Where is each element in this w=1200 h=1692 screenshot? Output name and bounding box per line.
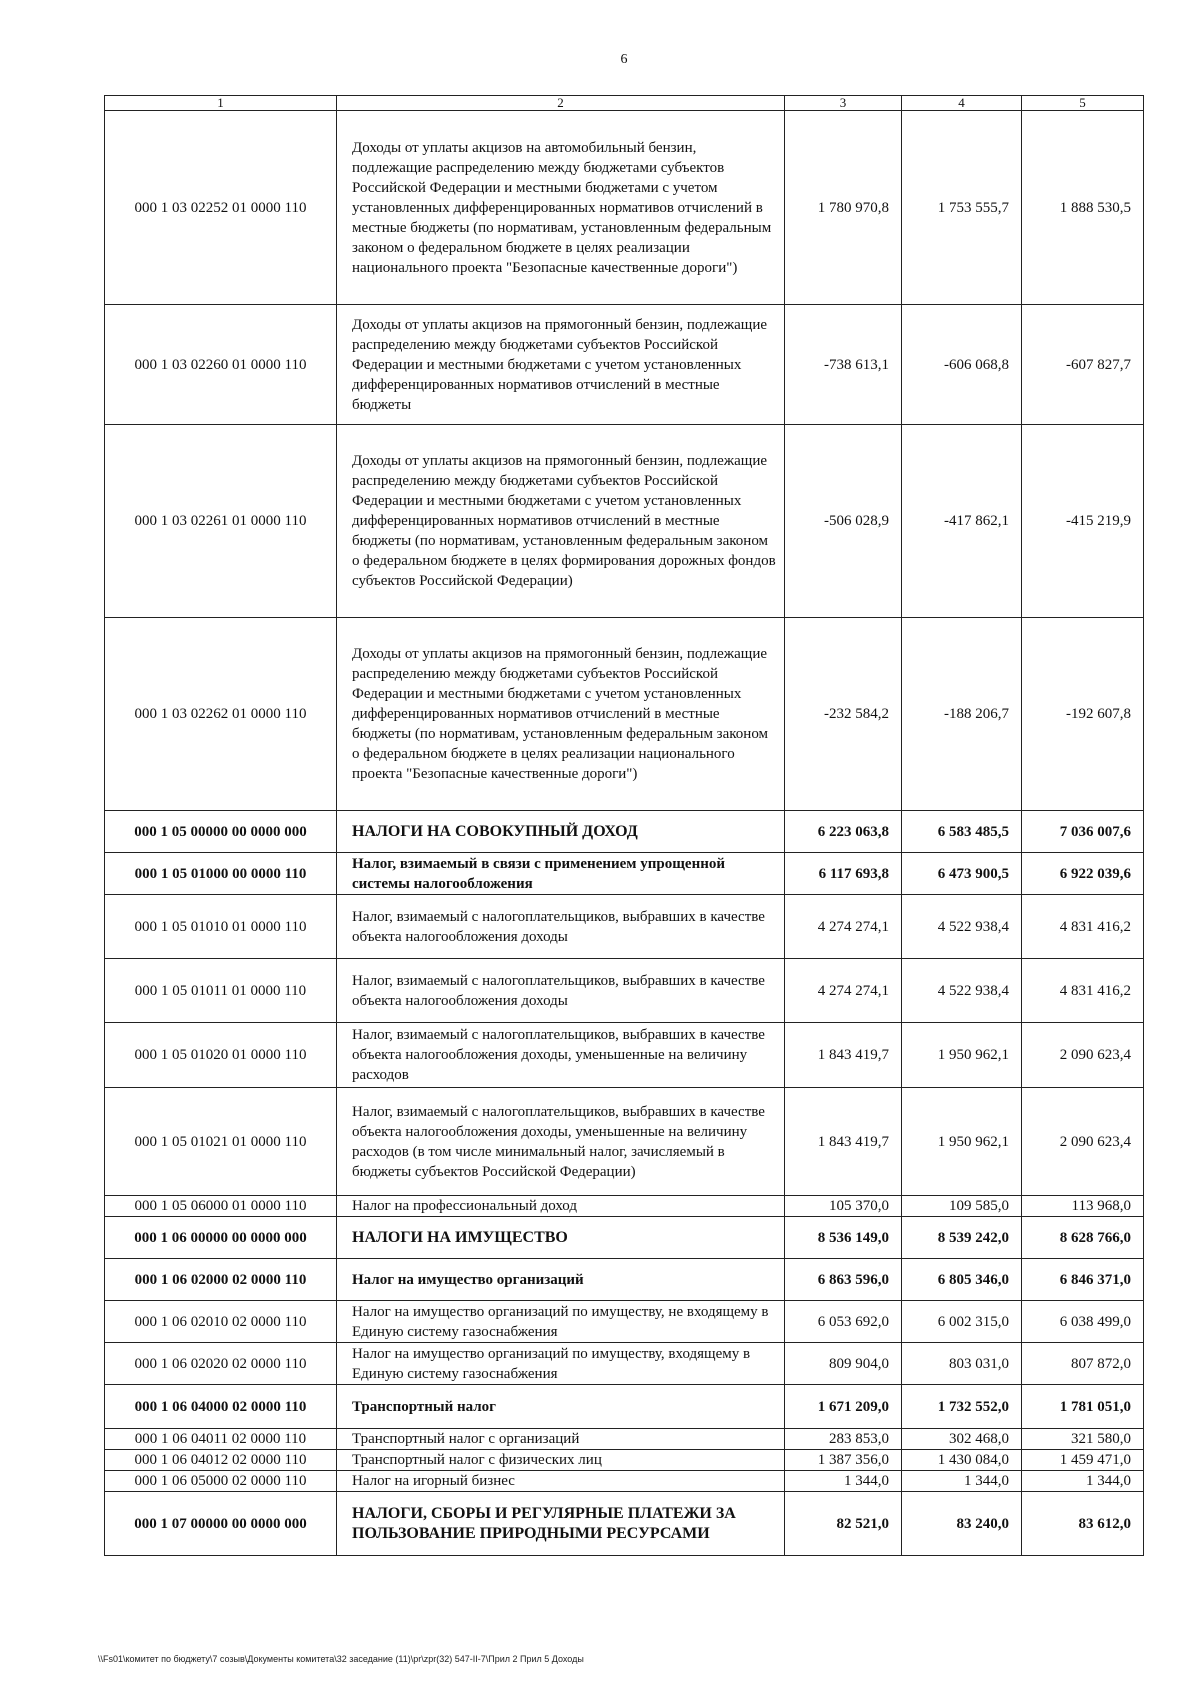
value-col-5: 6 922 039,6 xyxy=(1022,853,1144,895)
table-row xyxy=(105,1217,1144,1259)
table-row xyxy=(105,1196,1144,1217)
value-col-4: 4 522 938,4 xyxy=(902,895,1022,959)
value-col-3: 1 843 419,7 xyxy=(785,1088,902,1196)
revenue-name: Налог на имущество организаций по имуществу, входящему в Единую систему газоснабжения xyxy=(337,1343,785,1385)
budget-code: 000 1 06 02010 02 0000 110 xyxy=(105,1301,337,1343)
revenue-name: НАЛОГИ НА ИМУЩЕСТВО xyxy=(337,1217,785,1259)
value-col-5: 1 888 530,5 xyxy=(1022,111,1144,305)
value-col-5: 807 872,0 xyxy=(1022,1343,1144,1385)
value-col-3: 105 370,0 xyxy=(785,1196,902,1217)
table-row xyxy=(105,1343,1144,1385)
table-row xyxy=(105,1259,1144,1301)
value-col-3: 6 053 692,0 xyxy=(785,1301,902,1343)
value-col-5: -607 827,7 xyxy=(1022,305,1144,425)
value-col-3: -506 028,9 xyxy=(785,425,902,618)
value-col-4: 302 468,0 xyxy=(902,1429,1022,1450)
table-row xyxy=(105,1385,1144,1429)
value-col-3: 4 274 274,1 xyxy=(785,959,902,1023)
revenue-name: Транспортный налог с организаций xyxy=(337,1429,785,1450)
column-header: 5 xyxy=(1022,96,1144,111)
revenue-name: НАЛОГИ НА СОВОКУПНЫЙ ДОХОД xyxy=(337,811,785,853)
column-header: 4 xyxy=(902,96,1022,111)
budget-code: 000 1 03 02261 01 0000 110 xyxy=(105,425,337,618)
revenue-name: Доходы от уплаты акцизов на прямогонный бензин, подлежащие распределению между бюджетами субъектов Российской Федерации и местными бюджетами с учетом установленных дифференцированных нормативов отчислений в местные бюджеты (по нормативам, установленным федеральным законом о федеральном бюджете в целях формирования дорожных фондов субъектов Российской Федерации) xyxy=(337,425,785,618)
value-col-3: -232 584,2 xyxy=(785,618,902,811)
value-col-3: 6 223 063,8 xyxy=(785,811,902,853)
budget-code: 000 1 05 01000 00 0000 110 xyxy=(105,853,337,895)
table-row xyxy=(105,1088,1144,1196)
revenue-table xyxy=(104,95,1144,1556)
budget-code: 000 1 07 00000 00 0000 000 xyxy=(105,1492,337,1556)
table-row xyxy=(105,1023,1144,1088)
budget-code: 000 1 06 04011 02 0000 110 xyxy=(105,1429,337,1450)
value-col-5: 113 968,0 xyxy=(1022,1196,1144,1217)
value-col-4: 6 002 315,0 xyxy=(902,1301,1022,1343)
table-row xyxy=(105,959,1144,1023)
budget-code: 000 1 03 02252 01 0000 110 xyxy=(105,111,337,305)
budget-code: 000 1 05 01021 01 0000 110 xyxy=(105,1088,337,1196)
value-col-4: 1 950 962,1 xyxy=(902,1088,1022,1196)
revenue-name: Налог, взимаемый с налогоплательщиков, выбравших в качестве объекта налогообложения доходы, уменьшенные на величину расходов xyxy=(337,1023,785,1088)
value-col-3: 1 344,0 xyxy=(785,1471,902,1492)
page-number: 6 xyxy=(620,52,628,67)
revenue-name: Доходы от уплаты акцизов на прямогонный бензин, подлежащие распределению между бюджетами субъектов Российской Федерации и местными бюджетами с учетом установленных дифференцированных нормативов отчислений в местные бюджеты (по нормативам, установленным федеральным законом о федеральном бюджете в целях реализации национального проекта "Безопасные качественные дороги") xyxy=(337,618,785,811)
budget-code: 000 1 06 05000 02 0000 110 xyxy=(105,1471,337,1492)
budget-code: 000 1 05 06000 01 0000 110 xyxy=(105,1196,337,1217)
value-col-4: 109 585,0 xyxy=(902,1196,1022,1217)
value-col-5: 83 612,0 xyxy=(1022,1492,1144,1556)
value-col-4: -606 068,8 xyxy=(902,305,1022,425)
value-col-5: 7 036 007,6 xyxy=(1022,811,1144,853)
value-col-3: 809 904,0 xyxy=(785,1343,902,1385)
value-col-4: 803 031,0 xyxy=(902,1343,1022,1385)
value-col-3: 283 853,0 xyxy=(785,1429,902,1450)
value-col-5: 1 459 471,0 xyxy=(1022,1450,1144,1471)
revenue-name: Доходы от уплаты акцизов на прямогонный бензин, подлежащие распределению между бюджетами субъектов Российской Федерации и местными бюджетами с учетом установленных дифференцированных нормативов отчислений в местные бюджеты xyxy=(337,305,785,425)
budget-code: 000 1 05 00000 00 0000 000 xyxy=(105,811,337,853)
value-col-5: 2 090 623,4 xyxy=(1022,1023,1144,1088)
revenue-name: Доходы от уплаты акцизов на автомобильный бензин, подлежащие распределению между бюджетами субъектов Российской Федерации и местными бюджетами с учетом установленных дифференцированных нормативов отчислений в местные бюджеты (по нормативам, установленным федеральным законом о федеральном бюджете в целях реализации национального проекта "Безопасные качественные дороги") xyxy=(337,111,785,305)
value-col-4: -188 206,7 xyxy=(902,618,1022,811)
value-col-4: 8 539 242,0 xyxy=(902,1217,1022,1259)
value-col-3: 6 863 596,0 xyxy=(785,1259,902,1301)
column-header: 3 xyxy=(785,96,902,111)
value-col-4: 1 430 084,0 xyxy=(902,1450,1022,1471)
table-row xyxy=(105,1301,1144,1343)
value-col-4: 6 805 346,0 xyxy=(902,1259,1022,1301)
table-row xyxy=(105,895,1144,959)
value-col-3: 1 843 419,7 xyxy=(785,1023,902,1088)
value-col-3: 1 387 356,0 xyxy=(785,1450,902,1471)
value-col-3: 6 117 693,8 xyxy=(785,853,902,895)
value-col-4: 4 522 938,4 xyxy=(902,959,1022,1023)
table-row xyxy=(105,1492,1144,1556)
revenue-name: Транспортный налог с физических лиц xyxy=(337,1450,785,1471)
value-col-4: -417 862,1 xyxy=(902,425,1022,618)
table-header-row xyxy=(105,96,1144,111)
budget-code: 000 1 06 02000 02 0000 110 xyxy=(105,1259,337,1301)
budget-code: 000 1 05 01010 01 0000 110 xyxy=(105,895,337,959)
value-col-5: 2 090 623,4 xyxy=(1022,1088,1144,1196)
value-col-4: 1 950 962,1 xyxy=(902,1023,1022,1088)
revenue-name: Налог на профессиональный доход xyxy=(337,1196,785,1217)
value-col-4: 1 344,0 xyxy=(902,1471,1022,1492)
table-row xyxy=(105,111,1144,305)
revenue-name: Транспортный налог xyxy=(337,1385,785,1429)
value-col-5: 6 846 371,0 xyxy=(1022,1259,1144,1301)
column-header: 1 xyxy=(105,96,337,111)
table-row xyxy=(105,305,1144,425)
value-col-4: 6 583 485,5 xyxy=(902,811,1022,853)
column-header: 2 xyxy=(337,96,785,111)
budget-code: 000 1 03 02260 01 0000 110 xyxy=(105,305,337,425)
budget-code: 000 1 05 01020 01 0000 110 xyxy=(105,1023,337,1088)
value-col-5: -415 219,9 xyxy=(1022,425,1144,618)
footer-file-path: \\Fs01\комитет по бюджету\7 созыв\Документы комитета\32 заседание (11)\pr\zpr(32) 547-II-7\Прил 2 Прил 5 Доходы xyxy=(98,1654,584,1664)
value-col-4: 6 473 900,5 xyxy=(902,853,1022,895)
budget-code: 000 1 06 04000 02 0000 110 xyxy=(105,1385,337,1429)
revenue-name: Налог, взимаемый с налогоплательщиков, выбравших в качестве объекта налогообложения доходы xyxy=(337,895,785,959)
revenue-name: Налог, взимаемый с налогоплательщиков, выбравших в качестве объекта налогообложения доходы xyxy=(337,959,785,1023)
value-col-3: 4 274 274,1 xyxy=(785,895,902,959)
value-col-4: 1 732 552,0 xyxy=(902,1385,1022,1429)
table-row xyxy=(105,1450,1144,1471)
revenue-name: Налог на игорный бизнес xyxy=(337,1471,785,1492)
value-col-5: 321 580,0 xyxy=(1022,1429,1144,1450)
table-row xyxy=(105,1429,1144,1450)
budget-code: 000 1 06 04012 02 0000 110 xyxy=(105,1450,337,1471)
value-col-3: -738 613,1 xyxy=(785,305,902,425)
value-col-5: 4 831 416,2 xyxy=(1022,959,1144,1023)
table-row xyxy=(105,425,1144,618)
budget-code: 000 1 06 02020 02 0000 110 xyxy=(105,1343,337,1385)
value-col-5: -192 607,8 xyxy=(1022,618,1144,811)
table-row xyxy=(105,853,1144,895)
value-col-5: 8 628 766,0 xyxy=(1022,1217,1144,1259)
value-col-3: 8 536 149,0 xyxy=(785,1217,902,1259)
value-col-5: 4 831 416,2 xyxy=(1022,895,1144,959)
revenue-name: Налог на имущество организаций xyxy=(337,1259,785,1301)
value-col-5: 1 781 051,0 xyxy=(1022,1385,1144,1429)
value-col-3: 82 521,0 xyxy=(785,1492,902,1556)
revenue-name: НАЛОГИ, СБОРЫ И РЕГУЛЯРНЫЕ ПЛАТЕЖИ ЗА ПОЛЬЗОВАНИЕ ПРИРОДНЫМИ РЕСУРСАМИ xyxy=(337,1492,785,1556)
value-col-5: 6 038 499,0 xyxy=(1022,1301,1144,1343)
value-col-3: 1 780 970,8 xyxy=(785,111,902,305)
revenue-name: Налог на имущество организаций по имуществу, не входящему в Единую систему газоснабжения xyxy=(337,1301,785,1343)
value-col-5: 1 344,0 xyxy=(1022,1471,1144,1492)
budget-code: 000 1 03 02262 01 0000 110 xyxy=(105,618,337,811)
revenue-name: Налог, взимаемый в связи с применением упрощенной системы налогообложения xyxy=(337,853,785,895)
budget-code: 000 1 05 01011 01 0000 110 xyxy=(105,959,337,1023)
value-col-4: 1 753 555,7 xyxy=(902,111,1022,305)
value-col-4: 83 240,0 xyxy=(902,1492,1022,1556)
table-row xyxy=(105,811,1144,853)
value-col-3: 1 671 209,0 xyxy=(785,1385,902,1429)
revenue-name: Налог, взимаемый с налогоплательщиков, выбравших в качестве объекта налогообложения доходы, уменьшенные на величину расходов (в том числе минимальный налог, зачисляемый в бюджеты субъектов Российской Федерации) xyxy=(337,1088,785,1196)
budget-code: 000 1 06 00000 00 0000 000 xyxy=(105,1217,337,1259)
table-row xyxy=(105,1471,1144,1492)
table-row xyxy=(105,618,1144,811)
